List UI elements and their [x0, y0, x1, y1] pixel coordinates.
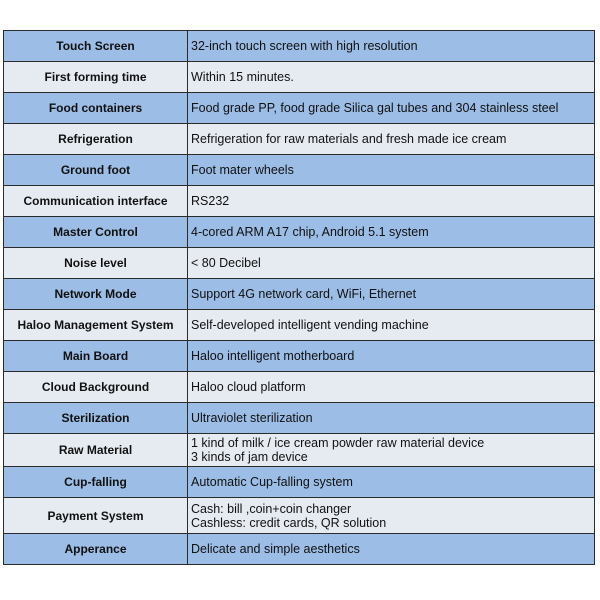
spec-value-line: Support 4G network card, WiFi, Ethernet — [191, 287, 417, 301]
spec-value — [188, 372, 595, 403]
spec-label: Main Board — [4, 341, 188, 372]
table-row — [4, 279, 595, 310]
table-row — [4, 403, 595, 434]
spec-value — [188, 124, 595, 155]
spec-value — [188, 93, 595, 124]
spec-label: Noise level — [4, 248, 188, 279]
table-row — [4, 186, 595, 217]
spec-label: Apperance — [4, 534, 188, 565]
spec-label: Raw Material — [4, 434, 188, 467]
spec-label: Refrigeration — [4, 124, 188, 155]
spec-value — [188, 341, 595, 372]
table-row — [4, 372, 595, 403]
spec-label: Communication interface — [4, 186, 188, 217]
spec-table — [3, 30, 595, 565]
spec-value-line: < 80 Decibel — [191, 256, 261, 270]
table-row — [4, 31, 595, 62]
spec-value — [188, 217, 595, 248]
spec-value-line: Cash: bill ,coin+coin changer — [191, 501, 352, 516]
spec-value-line: 3 kinds of jam device — [191, 450, 308, 464]
spec-value — [188, 279, 595, 310]
spec-value — [188, 467, 595, 498]
spec-value-line: Self-developed intelligent vending machine — [191, 318, 429, 332]
spec-label: Master Control — [4, 217, 188, 248]
spec-value-line: Delicate and simple aesthetics — [191, 542, 360, 556]
spec-value — [188, 310, 595, 341]
spec-value-line: 4-cored ARM A17 chip, Android 5.1 system — [191, 225, 429, 239]
spec-label: Network Mode — [4, 279, 188, 310]
spec-value-line: Refrigeration for raw materials and fresh made ice cream — [191, 132, 507, 146]
spec-value-line: RS232 — [191, 194, 230, 208]
spec-table-body — [4, 31, 595, 565]
spec-value — [188, 62, 595, 93]
spec-value-line: Haloo cloud platform — [191, 380, 306, 394]
spec-value-line: Food grade PP, food grade Silica gal tubes and 304 stainless steel — [191, 101, 559, 115]
table-row — [4, 534, 595, 565]
spec-value-line: Haloo intelligent motherboard — [191, 349, 355, 363]
spec-value-line: Cashless: credit cards, QR solution — [191, 515, 387, 530]
spec-value — [188, 534, 595, 565]
spec-value — [188, 155, 595, 186]
table-row — [4, 310, 595, 341]
spec-value-line: 32-inch touch screen with high resolution — [191, 39, 418, 53]
spec-value — [188, 434, 595, 467]
table-row — [4, 341, 595, 372]
spec-value — [188, 498, 595, 534]
spec-label: Sterilization — [4, 403, 188, 434]
spec-label: Haloo Management System — [4, 310, 188, 341]
table-row — [4, 248, 595, 279]
table-row — [4, 467, 595, 498]
spec-value — [188, 248, 595, 279]
spec-label: Cloud Background — [4, 372, 188, 403]
spec-label: First forming time — [4, 62, 188, 93]
spec-value — [188, 403, 595, 434]
spec-value — [188, 31, 595, 62]
table-row — [4, 62, 595, 93]
table-row — [4, 93, 595, 124]
spec-label: Food containers — [4, 93, 188, 124]
spec-value-line: Ultraviolet sterilization — [191, 411, 313, 425]
spec-label: Payment System — [4, 498, 188, 534]
spec-value-line: Within 15 minutes. — [191, 70, 294, 84]
table-row — [4, 498, 595, 534]
table-row — [4, 434, 595, 467]
spec-value-line: 1 kind of milk / ice cream powder raw material device — [191, 436, 485, 450]
spec-label: Ground foot — [4, 155, 188, 186]
spec-value-line: Automatic Cup-falling system — [191, 475, 353, 489]
table-row — [4, 155, 595, 186]
spec-label: Cup-falling — [4, 467, 188, 498]
table-row — [4, 124, 595, 155]
spec-value-line: Foot mater wheels — [191, 163, 294, 177]
table-row — [4, 217, 595, 248]
spec-value — [188, 186, 595, 217]
spec-label: Touch Screen — [4, 31, 188, 62]
